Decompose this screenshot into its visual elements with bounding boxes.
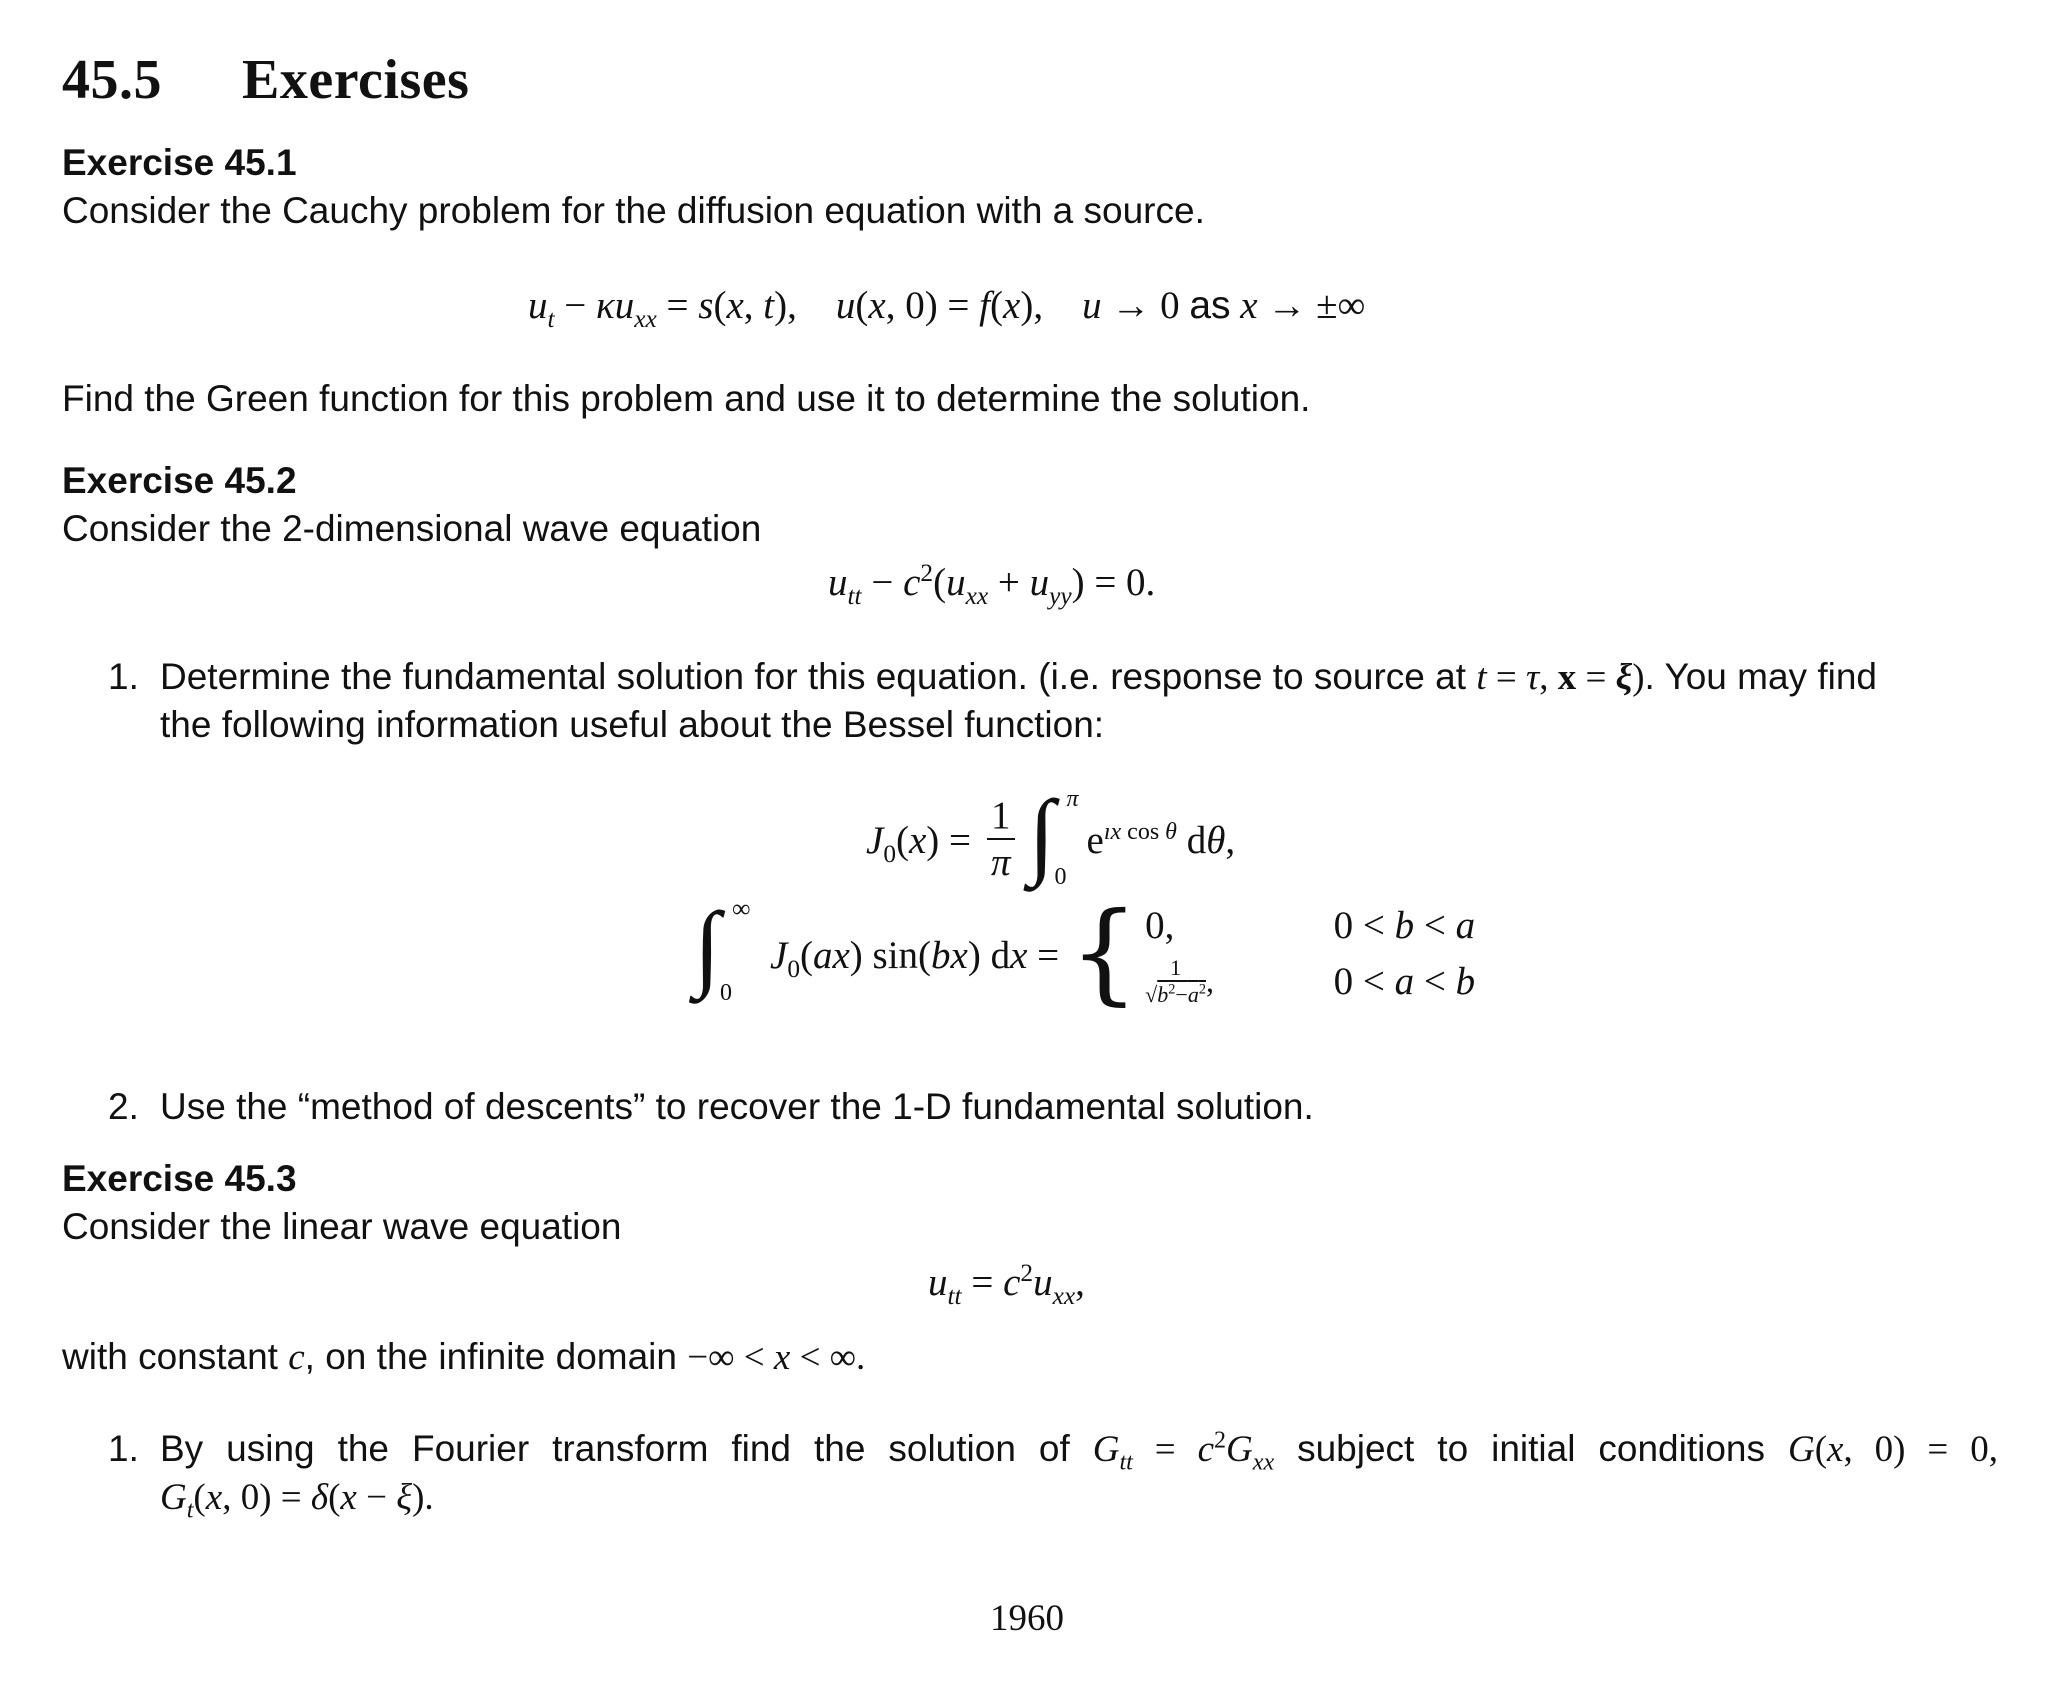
bessel-sine-integral: ∫ ∞ 0 $J_0(ax)$ sin(bx) dx = { 0, 0 < b < a $\frac{1}{√b^2-a^2}$ , 0 < a < b xyxy=(694,888,1476,1016)
wave-equation-2d: $u_{tt} - c^2(u_{xx} + u_{yy}) = 0$. xyxy=(828,559,1156,610)
bessel-j0-definition: $J_0(x)$ = $\frac{1}{\pi}$ ∫ π 0 $e^{ıx cos \theta}$ dθ, xyxy=(866,780,1236,890)
ex2-item-1-number: 1. xyxy=(108,656,139,697)
exercise-45-2-heading: Exercise 45.2 xyxy=(62,460,297,501)
exercise-45-1-heading: Exercise 45.1 xyxy=(62,142,297,183)
domain-text-a: with constant xyxy=(62,1336,278,1377)
exercise-45-2-intro: Consider the 2-dimensional wave equation xyxy=(62,508,762,549)
section-title: Exercises xyxy=(242,49,470,111)
ex2-item-1-line-2: the following information useful about the Bessel function: xyxy=(160,704,1105,745)
ex2-item-1-text-end: . You may find xyxy=(1644,656,1877,697)
linear-wave-equation: $u_{tt} = c^2u_{xx}$, xyxy=(928,1259,1085,1310)
ex3-item-1-text-b: subject to initial conditions xyxy=(1297,1428,1766,1469)
exercise-45-3-domain: with constant c, on the infinite domain −∞ < x < ∞. xyxy=(62,1336,866,1378)
ex3-item-1-text-a: By using the Fourier transform find the solution of xyxy=(160,1428,1070,1469)
exercise-45-3-heading: Exercise 45.3 xyxy=(62,1158,297,1199)
ex3-item-1-line-1: By using the Fourier transform find the solution of $G_{tt} = c^2G_{xx}$ subject to initial conditions G(x, 0) = 0, xyxy=(160,1427,1998,1476)
ex2-item-2-text: Use the “method of descents” to recover the 1-D fundamental solution. xyxy=(160,1086,1314,1127)
section-heading xyxy=(62,48,469,112)
diffusion-equation: $u_t - \kappa u_{xx} = s(x$, t), u(x, 0) = f(x), u → 0 as x → ±∞ xyxy=(528,284,1366,333)
section-number: 45.5 xyxy=(62,49,162,111)
exercise-45-1-task: Find the Green function for this problem and use it to determine the solution. xyxy=(62,378,1311,419)
ex2-item-2-number: 2. xyxy=(108,1086,139,1127)
ex2-item-1-text: Determine the fundamental solution for this equation. (i.e. response to source at xyxy=(160,656,1467,697)
ex2-item-1-line-1: Determine the fundamental solution for this equation. (i.e. response to source at t = τ, x = ξ). You may find xyxy=(160,656,1877,698)
page-number: 1960 xyxy=(990,1598,1064,1639)
exercise-45-3-intro: Consider the linear wave equation xyxy=(62,1206,622,1247)
ex3-item-1-line-2: $G_t(x$, 0) = δ(x − ξ). xyxy=(160,1477,434,1524)
exercise-45-1-intro: Consider the Cauchy problem for the diffusion equation with a source. xyxy=(62,190,1205,231)
ex3-item-1-number: 1. xyxy=(108,1428,139,1469)
domain-text-b: , on the infinite domain xyxy=(304,1336,677,1377)
